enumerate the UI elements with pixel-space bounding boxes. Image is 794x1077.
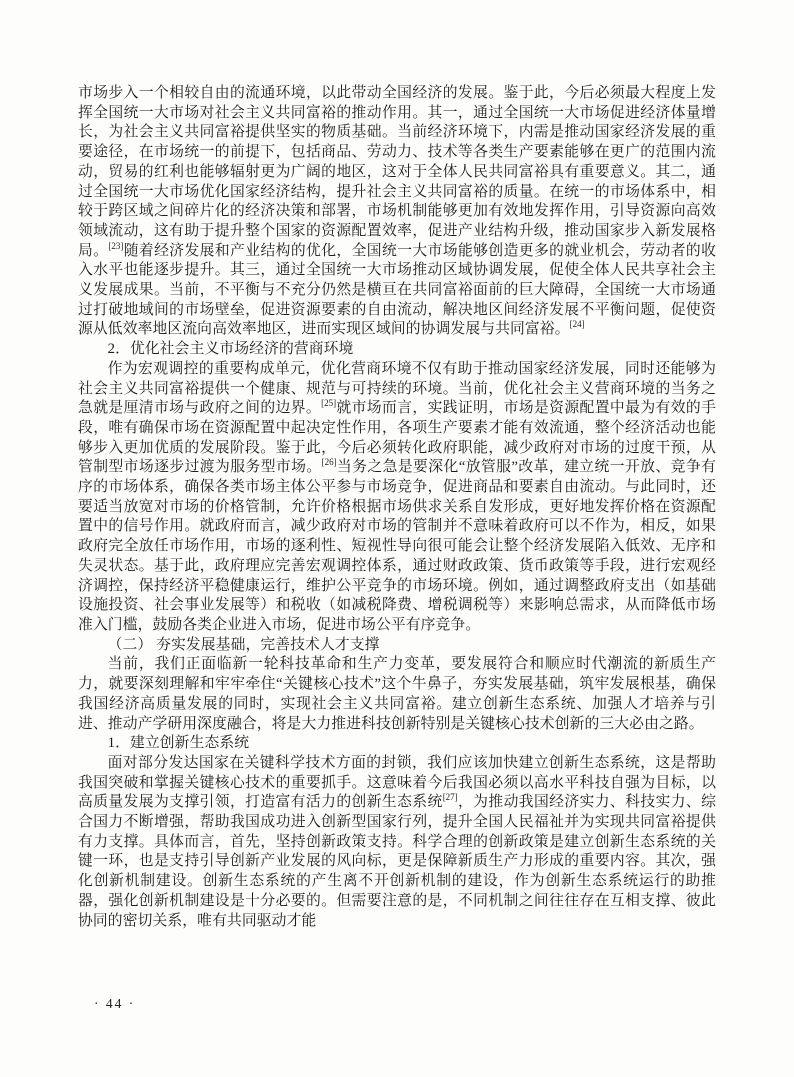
- body-paragraph: 面对部分发达国家在关键科学技术方面的封锁，我们应该加快建立创新生态系统，这是帮助我国突破和掌握关键核心技术的重要抓手。这意味着今后我国必须以高水平科技自强为目标，以高质量发展为支撑引领，打造富有活力的创新生态系统[27]，为推动我国经济实力、科技实力、综合国力不断增强，帮助我国成功进入创新型国家行列，提升全国人民福祉并为实现共同富裕提供有力支撑。具体而言，首先，坚持创新政策支持。科学合理的创新政策是建立创新生态系统的关键一环，也是支持引导创新产业发展的风向标，更是保障新质生产力形成的重要内容。其次，强化创新机制建设。创新生态系统的产生离不开创新机制的建设，作为创新生态系统运行的助推器，强化创新机制建设是十分必要的。但需要注意的是，不同机制之间往往存在互相支撑、彼此协同的密切关系，唯有共同驱动才能: [78, 754, 717, 929]
- body-paragraph: 市场步入一个相较自由的流通环境，以此带动全国经济的发展。鉴于此，今后必须最大程度上发挥全国统一大市场对社会主义共同富裕的推动作用。其一，通过全国统一大市场促进经济体量增长，为社会主义共同富裕提供坚实的物质基础。当前经济环境下，内需是推动国家经济发展的重要途径，在市场统一的前提下，包括商品、劳动力、技术等各类生产要素能够在更广的范围内流动，贸易的红利也能够辐射更为广阔的地区，这对于全体人民共同富裕具有重要意义。其二，通过全国统一大市场优化国家经济结构，提升社会主义共同富裕的质量。在统一的市场体系中，相较于跨区域之间碎片化的经济决策和部署，市场机制能够更加有效地发挥作用，引导资源向高效领域流动，这有助于提升整个国家的资源配置效率，促进产业结构升级，推动国家步入新发展格局。[23]随着经济发展和产业结构的优化，全国统一大市场能够创造更多的就业机会，劳动者的收入水平也能逐步提升。其三，通过全国统一大市场推动区域协调发展，促使全体人民共享社会主义发展成果。当前，不平衡与不充分仍然是横亘在共同富裕面前的巨大障碍，全国统一大市场通过打破地域间的市场壁垒，促进资源要素的自由流动，解决地区间经济发展不平衡问题，促使资源从低效率地区流向高效率地区，进而实现区域间的协调发展与共同富裕。[24]: [78, 85, 716, 338]
- footnote-reference: [23]: [108, 240, 124, 251]
- footnote-reference: [26]: [321, 457, 337, 468]
- section-heading: 2．优化社会主义市场经济的营商环境: [107, 341, 354, 358]
- section-heading: （二） 夯实发展基础，完善技术人才支撑: [107, 636, 380, 653]
- body-paragraph: 当前，我们正面临新一轮科技革命和生产力变革，要发展符合和顺应时代潮流的新质生产力，就要深刻理解和牢牢牵住“关键核心技术”这个牛鼻子，夯实发展基础，筑牢发展根基，确保我国经济高质量发展的同时，实现社会主义共同富裕。建立创新生态系统、加强人才培养与引进、推动产学研用深度融合，将是大力推进科技创新特别是关键核心技术创新的三大必由之路。: [78, 656, 716, 732]
- footnote-reference: [24]: [569, 319, 585, 330]
- body-paragraph: 作为宏观调控的重要构成单元，优化营商环境不仅有助于推动国家经济发展，同时还能够为社会主义共同富裕提供一个健康、规范与可持续的环境。当前，优化社会主义营商环境的当务之急就是厘清市场与政府之间的边界。[25]就市场而言，实践证明，市场是资源配置中最为有效的手段，唯有确保市场在资源配置中起决定性作用，各项生产要素才能有效流通，整个经济活动也能够步入更加优质的发展阶段。鉴于此，今后必须转化政府职能，减少政府对市场的过度干预，从管制型市场逐步过渡为服务型市场。[26]当务之急是要深化“放管服”改革，建立统一开放、竞争有序的市场体系，确保各类市场主体公平参与市场竞争，促进商品和要素自由流动。与此同时，还要适当放宽对市场的价格管制，允许价格根据市场供求关系自发形成，更好地发挥价格在资源配置中的信号作用。就政府而言，减少政府对市场的管制并不意味着政府可以不作为，相反，如果政府完全放任市场作用，市场的逐利性、短视性导向很可能会让整个经济发展陷入低效、无序和失灵状态。基于此，政府理应完善宏观调控体系，通过财政政策、货币政策等手段，进行宏观经济调控，保持经济平稳健康运行，维护公平竞争的市场环境。例如，通过调整政府支出（如基础设施投资、社会事业发展等）和税收（如减税降费、增税调税等）来影响总需求，从而降低市场准入门槛，鼓励各类企业进入市场，促进市场公平有序竞争。: [78, 360, 716, 633]
- page-number: · 44 ·: [94, 996, 136, 1011]
- footnote-reference: [25]: [321, 398, 337, 409]
- footnote-reference: [27]: [442, 792, 458, 803]
- section-heading: 1．建立创新生态系统: [107, 735, 250, 752]
- article-body: [78, 84, 716, 931]
